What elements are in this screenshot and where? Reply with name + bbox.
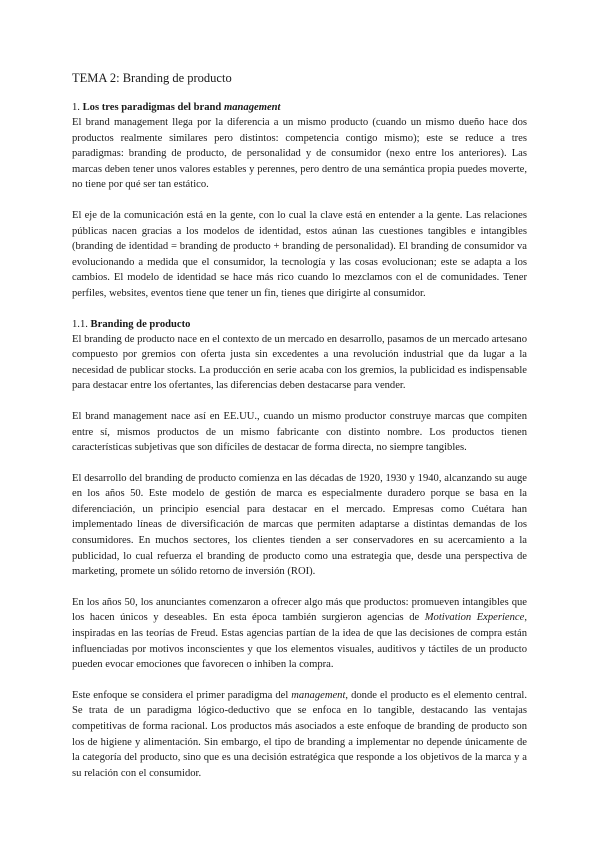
p4-italic: Motivation Experience <box>424 612 525 624</box>
section-1-heading <box>72 100 527 115</box>
p4-text-a: En los años 50, los anunciantes comenzaron a ofrecer algo más que productos: promueven intangibles que los hacen únicos y deseables. En esta época también surgieron agencias de <box>72 596 527 624</box>
p5-text-a: Este enfoque se considera el primer paradigma del <box>72 689 292 701</box>
section-1-1-paragraph-3: El desarrollo del branding de producto comienza en las décadas de 1920, 1930 y 1940, alcanzando su auge en los años 50. Este modelo de gestión de marca es especialmente duradero porque se basa en la diferenciación, un principio esencial para destacar en el mercado. Empresas como Cuétara han implementado líneas de diversificación de marcas que permiten adaptarse a distintas demandas de los consumidores. En muchos sectores, los clientes tienden a ser conservadores en su acercamiento a la publicidad, lo cual refuerza el branding de producto como una estrategia que, desde una perspectiva de marketing, promete un sólido retorno de inversión (ROI). <box>72 472 527 578</box>
section-1-1-number: 1.1. <box>72 318 88 330</box>
p5-text-b: , donde el producto es el elemento central. Se trata de un paradigma lógico-deductivo que se enfoca en lo tangible, destacando las ventajas competitivas de forma racional. Los productos más asociados a este enfoque de branding de producto son los de higiene y alimentación. Sin embargo, el tipo de branding a implementar no depende únicamente de la categoría del producto, sino que es una decisión estratégica que responde a los objetivos de la marca y a su relación con el consumidor. <box>72 689 527 779</box>
section-1-title-italic: management <box>223 102 281 113</box>
section-1-1-title: Branding de producto <box>90 318 191 330</box>
section-1-1-paragraph-1: El branding de producto nace en el contexto de un mercado en desarrollo, pasamos de un mercado artesano compuesto por gremios con oferta justa sin excedentes a una revolución industrial que da lugar a la necesidad de publicar stocks. La producción en serie acaba con los gremios, la publicidad es indispensable para destacar entre los ofertantes, las diferencias deben destacarse para vender. <box>72 333 527 392</box>
document-title: TEMA 2: Branding de producto <box>72 71 232 85</box>
section-1-1-heading <box>72 317 527 332</box>
section-1-number: 1. <box>72 102 80 113</box>
section-1-1-paragraph-5 <box>72 688 527 782</box>
document-page <box>72 70 527 796</box>
section-1-paragraph-2: El eje de la comunicación está en la gente, con lo cual la clave está en entender a la gente. Las relaciones públicas nacen gracias a los modelos de identidad, estos aúnan las cuestiones tangibles e intangibles (branding de identidad = branding de producto + branding de personalidad). El branding de consumidor va evolucionando a medida que el consumidor, la tecnología y las cosas evolucionan; este se adapta a los cambios. El modelo de identidad se hace más rico cuando lo mezclamos con el de comunidades. Tener perfiles, websites, eventos tiene que tener un fin, tienes que dirigirte al consumidor. <box>72 209 527 299</box>
section-1-1-paragraph-4 <box>72 595 527 673</box>
section-1-title-bold: Los tres paradigmas del brand <box>82 102 224 113</box>
p4-text-b: , inspiradas en las teorías de Freud. Estas agencias partían de la idea de que las decisiones de compra están influenciadas por motivos inconscientes y que los elementos visuales, auditivos y táctiles de un producto pueden evocar emociones que favorecen o inhiben la compra. <box>72 612 527 671</box>
section-1-title <box>83 102 281 113</box>
section-1-1-paragraph-2: El brand management nace así en EE.UU., cuando un mismo productor construye marcas que compiten entre sí, mismos productos de un mismo fabricante con distinto nombre. Los productos tienen características subjetivas que son difíciles de destacar de forma directa, no siempre tangibles. <box>72 410 527 454</box>
section-1-paragraph-1: El brand management llega por la diferencia a un mismo producto (cuando un mismo dueño hace dos productos realmente similares pero distintos: competencia contigo mismo); este se reduce a tres paradigmas: branding de producto, de personalidad y de consumidor (nexo entre los anteriores). Las marcas deben tener unos valores estables y perennes, pero dentro de una semántica propia puedes moverte, no tiene por qué ser tan estático. <box>72 117 527 191</box>
p5-italic: management <box>291 689 346 701</box>
